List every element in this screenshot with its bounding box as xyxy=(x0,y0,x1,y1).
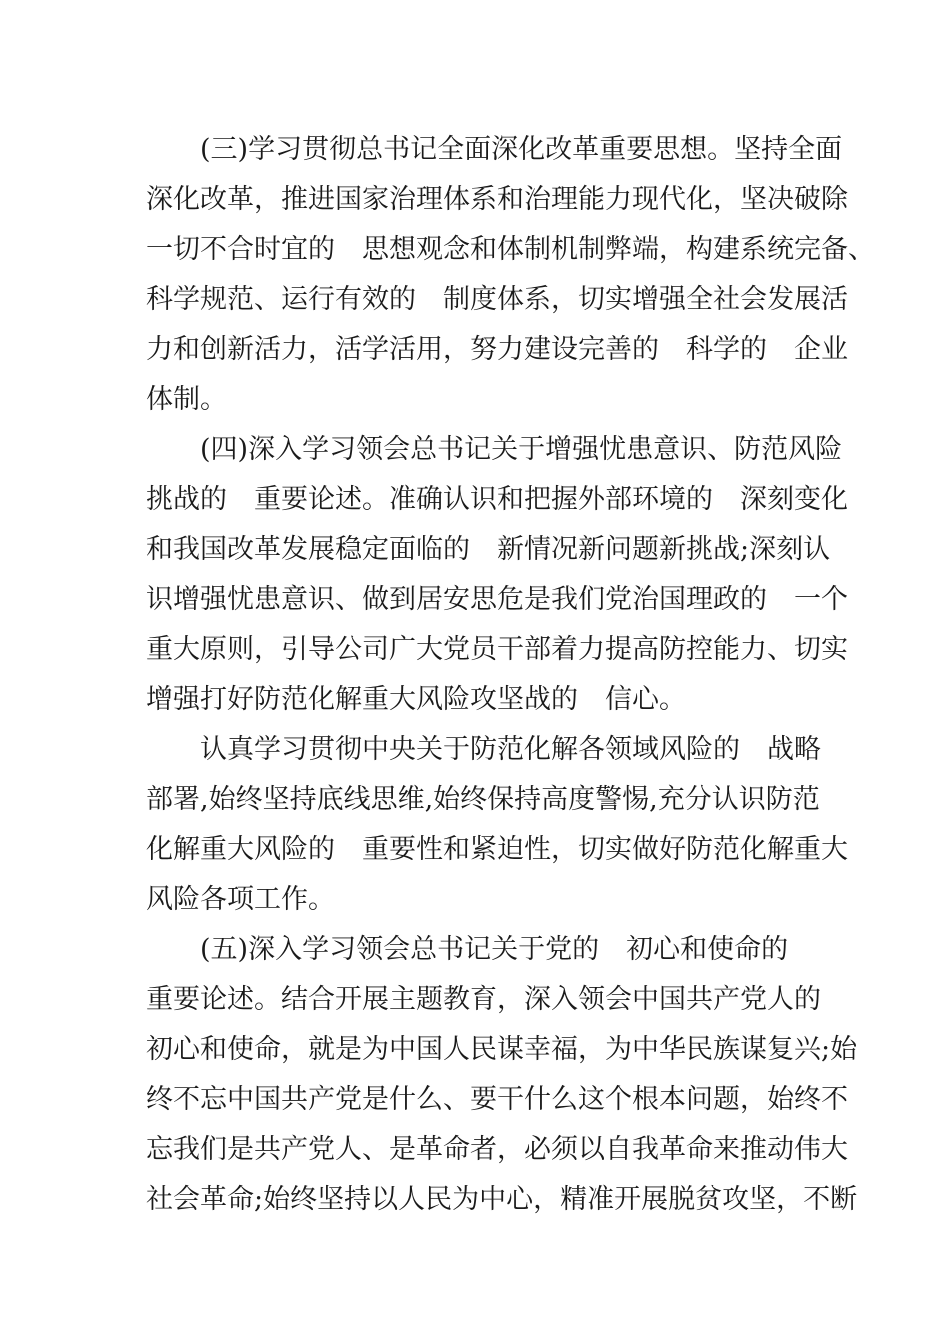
paragraph-4-line-6: 增强打好防范化解重大风险攻坚战的 信心。 xyxy=(146,684,686,715)
paragraph-5-line-2: 重要论述。结合开展主题教育，深入领会中国共产党人的 xyxy=(146,984,821,1015)
paragraph-4-line-3: 和我国改革发展稳定面临的 新情况新问题新挑战;深刻认 xyxy=(146,534,831,565)
paragraph-4-line-1: (四)深入学习领会总书记关于增强忧患意识、防范风险 xyxy=(200,434,843,465)
paragraph-3-line-1: (三)学习贯彻总书记全面深化改革重要思想。坚持全面 xyxy=(200,134,843,165)
paragraph-3-line-6: 体制。 xyxy=(146,384,227,415)
paragraph-3-line-2: 深化改革，推进国家治理体系和治理能力现代化，坚决破除 xyxy=(146,184,848,215)
paragraph-5-line-6: 社会革命;始终坚持以人民为中心，精准开展脱贫攻坚，不断 xyxy=(146,1184,858,1215)
paragraph-4-line-4: 识增强忧患意识、做到居安思危是我们党治国理政的 一个 xyxy=(146,584,848,615)
paragraph-5-line-4: 终不忘中国共产党是什么、要干什么这个根本问题，始终不 xyxy=(146,1084,848,1115)
paragraph-4-line-2: 挑战的 重要论述。准确认识和把握外部环境的 深刻变化 xyxy=(146,484,848,515)
paragraph-3-line-3: 一切不合时宜的 思想观念和体制机制弊端，构建系统完备、 xyxy=(146,234,875,265)
paragraph-5-line-3: 初心和使命，就是为中国人民谋幸福，为中华民族谋复兴;始 xyxy=(146,1034,858,1065)
paragraph-4-line-5: 重大原则，引导公司广大党员干部着力提高防控能力、切实 xyxy=(146,634,848,665)
paragraph-risk-line-1: 认真学习贯彻中央关于防范化解各领域风险的 战略 xyxy=(200,734,821,765)
paragraph-3-line-5: 力和创新活力，活学活用，努力建设完善的 科学的 企业 xyxy=(146,334,848,365)
paragraph-risk-line-4: 风险各项工作。 xyxy=(146,884,335,915)
paragraph-5-line-5: 忘我们是共产党人、是革命者，必须以自我革命来推动伟大 xyxy=(146,1134,848,1165)
paragraph-3-line-4: 科学规范、运行有效的 制度体系，切实增强全社会发展活 xyxy=(146,284,848,315)
paragraph-5-line-1: (五)深入学习领会总书记关于党的 初心和使命的 xyxy=(200,934,789,965)
paragraph-risk-line-2: 部署,始终坚持底线思维,始终保持高度警惕,充分认识防范 xyxy=(146,784,820,815)
paragraph-risk-line-3: 化解重大风险的 重要性和紧迫性，切实做好防范化解重大 xyxy=(146,834,848,865)
